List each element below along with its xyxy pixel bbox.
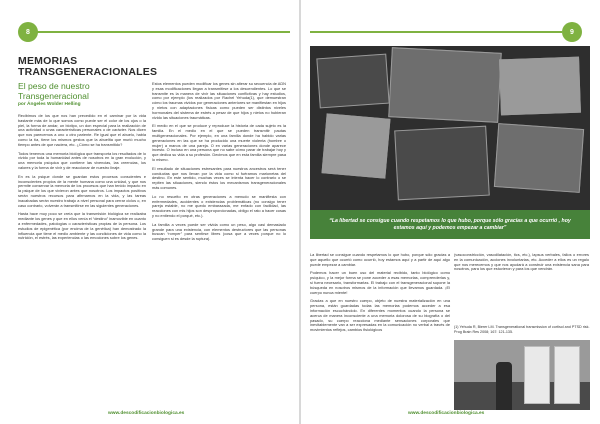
page-gutter: [299, 0, 301, 424]
banner-panel: [554, 346, 580, 404]
right-footer-url[interactable]: www.descodificacionbiologica.es: [408, 411, 485, 416]
photo-frame: [499, 57, 581, 116]
right-page-rule: [310, 31, 562, 33]
footnote: (1) Yehuda R, Bierer LM. Transgenerational transmission of cortisol and PTSD risk. Prog Brain Res 2008; 167: 121-135.: [454, 325, 590, 334]
paragraph: (vasoconstricción, vasodilatación, tics, etc.), lapsus verbales, fallos o errores en la comunicación, acciones involuntarias, etc. Acceder a ellos es un regalo que nos merecemos y que nos ayudará a construir una existencia sana para nosotros, para los que estuvieron y para los que vendrán.: [454, 252, 589, 272]
article-column-1: [18, 114, 146, 245]
author-presenting-image: [454, 340, 590, 410]
banner-panel: [524, 346, 550, 404]
paragraph: Gracias a que en nuestro cuerpo, objeto de nuestra materialización en una persona, están guardadas todas las memorias podemos acceder a esa información escuchándolo. En diferentes momentos cuando la persona se acerca de manera inconsciente a una memoria dolorosa de su biografía o del pasado, su cuerpo reacciona mediante sensaciones corporales que inevitablemente van a ser expresadas en la comunicación no verbal a través de movimientos reflejos, cambios fisiológicos: [310, 298, 450, 333]
photo-frame: [394, 126, 490, 201]
photo-frame: [322, 113, 391, 178]
paragraph: Lo no resuelto en otras generaciones a menudo se manifiesta con enfermedades, accidentes o existencias problemáticas (no consigo tener pareja estable, no me quedo embarazada, me enfado con facilidad, las reacciones con mis hijos son desproporcionadas, obligo el rato a hacer cosas y no entiendo el porqué, etc.).: [152, 193, 286, 218]
left-page-rule: [34, 31, 290, 33]
pull-quote: “La libertad se consigue cuando respetamos lo que hubo, porque sólo gracias a que ocurrió , hoy estamos aquí y podemos empezar a cambiar”: [310, 210, 590, 239]
paragraph: Hasta hace muy poco se creía que la transmisión biológica se realizaba mediante los genes y que en ellos venía el “destino” inamovible en cuanto a enfermedades, patologías o características propias de la persona. Los estudios de epigenética (por encima de la genética) han demostrado la influencia que tiene el medio ambiente y las condiciones de vida como la nutrición, el estrés, las experiencias o las emociones sobre los genes.: [18, 211, 146, 241]
article-column-3: [310, 253, 450, 337]
left-footer-url[interactable]: www.descodificacionbiologica.es: [108, 411, 185, 416]
article-title: El peso de nuestro Transgeneracional: [18, 81, 90, 101]
photo-frame: [388, 47, 502, 123]
paragraph: Estos elementos pueden modificar los genes sin alterar su secuencia de ADN y esas modificaciones llegan a transmitirse a los descendientes. Lo que se transmite es la manera de vivir las situaciones conflictivas y hay estudios, como por ejemplo (los realizados por Rachel Yehuda(1), que demuestran cómo los traumas vividos por generaciones anteriores se manifiestan en hijos y nietos con adaptaciones físicas como pueden ser distintos niveles hormonales del sistema de estrés a pesar de que hijos y nietos no hubieran vivido las situaciones traumáticas.: [152, 81, 286, 120]
paragraph: La familia a veces puede ser vivida como un peso, algo casi demasiado grande para una existencia, con elementos destructores que las personas buscan “romper” para sentirse libres (cosa que a veces porque no lo consiguen si es desde la ruptura).: [152, 221, 286, 242]
paragraph: El resultado de situaciones estresantes para nuestros ancestros será tener conductas que nos llevan por la vida como si fuéramos marionetas del destino. En este sentido, muchas veces se intenta hacer lo contrario o se repiten las situaciones, siendo éstos los mecanismos transgeneracionales más comunes.: [152, 165, 286, 190]
photo-frame: [494, 123, 584, 193]
article-author: por Ángeles Wolder Helling: [18, 102, 81, 107]
paragraph: La libertad se consigue cuando respetamos lo que hubo, porque sólo gracias a que aquello que ocurrió como ocurrió, hoy estamos aquí y a partir de aquí algo puede empezar a cambiar.: [310, 252, 450, 267]
paragraph: Recibimos de los que nos han precedido en el caminar por la vida bastante más de lo que somos como puede ser el color de los ojos o la piel, la forma de andar, un biotipo, un don especial para la realización de una actividad o unas características personales o de carácter. Nos dicen que nos parecemos a uno u otro pariente. Re igual que el abuelo, habla como la tía, tiene los mismos gestos que la abuelita que murió mucho tiempo antes de que naciera, etc. ¿Cómo se ha transmitido?: [18, 113, 146, 147]
speaker-figure: [496, 362, 512, 410]
right-page-number: 9: [562, 22, 582, 42]
paragraph: En es la psique donde se guardan estos procesos conscientes e inconscientes propios de la mente humana como una unidad, y que nos permite conservar la memoria de los procesos que han tenido impacto en la psique de los que vivieron antes que nosotros. Los impactos positivos serán nuestros recursos para afirmarnos en la vida, y las tareas inacabadas serán nuestro trabajo a nivel personal para cerrar ciclos o, en caso contrario, volverán a transmitirse en las siguientes generaciones.: [18, 173, 146, 208]
photo-frame: [316, 54, 389, 109]
section-title: MEMORIAS TRANSGENERACIONALES: [18, 55, 158, 78]
article-column-4: [454, 253, 589, 276]
family-photos-image: [310, 46, 590, 226]
paragraph: Todos tenemos una memoria biológica que transporta los resultados de lo vivido por toda la humanidad antes de nosotros en la gran evolución, y una memoria psíquica que contiene las vivencias, las creencias, los valores y la forma de vivir y de reaccionar de nuestro linaje.: [18, 150, 146, 170]
paragraph: Podemos hacer un buen uso del material recibido, tanto biológico como psíquico, y la mejor forma se pone acceder a esas memorias, comprenderlas y, si fuera necesario, transformarlas. El trabajo con el transgeneracional supone la búsqueda en nosotros mismos de la información que llevamos guardada. ¡El cuerpo nunca miente!: [310, 270, 450, 295]
article-column-2: [152, 82, 286, 246]
left-page-number: 8: [18, 22, 38, 42]
paragraph: El medio en el que se produce y reproduce la historia de cada sujeto es la familia. En el medio en el que se pueden transmitir pautas multigeneracionales. Por ejemplo, en una familia donde ha habido varias generaciones en las que se ha producido una muerte violenta (hombre o mujer) a manos de una pareja. O en varias generaciones donde aparece incesto. O incluso en una persona que no sabe cómo parar de trabajar hoy y que dedica su vida a su profesión. Decimos que en esta familia siempre pasa lo mismo.: [152, 123, 286, 162]
